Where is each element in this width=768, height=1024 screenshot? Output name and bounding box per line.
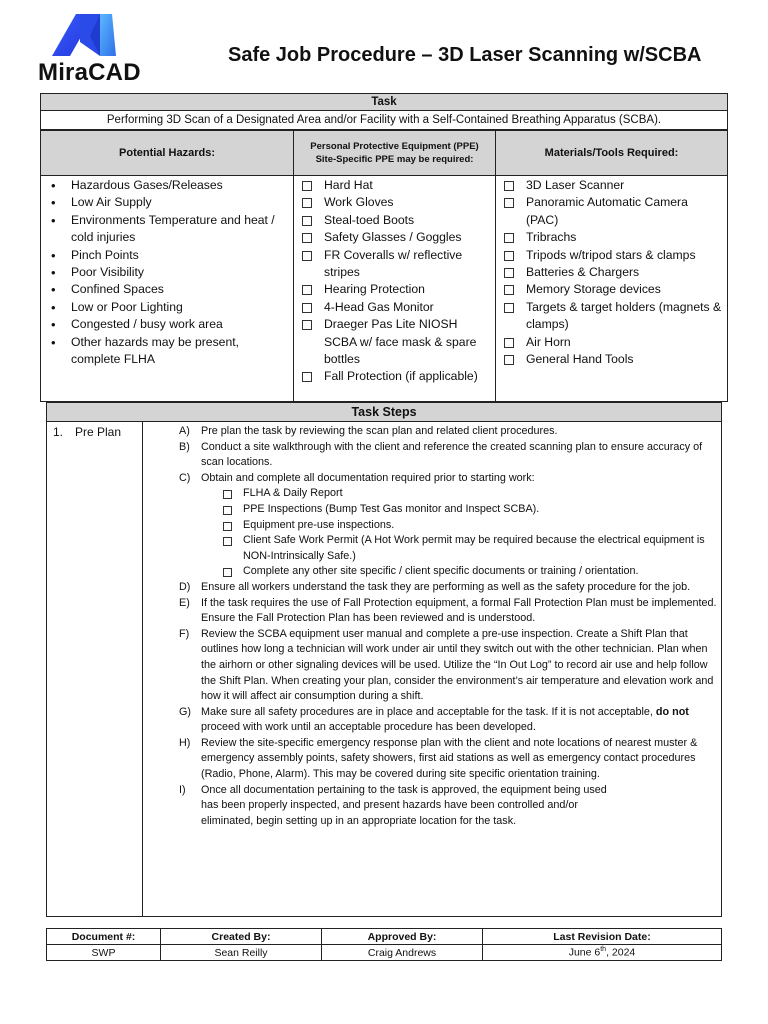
ppe-item: FR Coveralls w/ reflective stripes bbox=[300, 247, 491, 282]
hazard-item: • Congested / busy work area bbox=[47, 316, 289, 333]
checkbox-icon[interactable] bbox=[223, 568, 232, 577]
checkbox-icon[interactable] bbox=[504, 285, 514, 295]
checkbox-icon[interactable] bbox=[223, 490, 232, 499]
checkbox-icon[interactable] bbox=[504, 251, 514, 261]
task-steps-heading: Task Steps bbox=[46, 402, 722, 422]
step-item: G) Make sure all safety procedures are in place and acceptable for the task. If it is not acceptable, do not proceed with work until an acceptable procedure has been developed. bbox=[179, 705, 689, 734]
documentation-item: Client Safe Work Permit (A Hot Work permit may be required because the electrical equipment is NON-Intrinsically Safe.) bbox=[221, 533, 717, 564]
hazard-item: • Hazardous Gases/Releases bbox=[47, 177, 289, 194]
material-item: Batteries & Chargers bbox=[502, 264, 723, 281]
material-item: Tribrachs bbox=[502, 229, 723, 246]
hazard-item: • Low Air Supply bbox=[47, 194, 289, 211]
doc-number-label: Document #: bbox=[47, 929, 161, 945]
materials-list bbox=[502, 177, 723, 368]
logo-wordmark: MiraCAD bbox=[38, 59, 141, 86]
materials-heading: Materials/Tools Required: bbox=[495, 130, 728, 176]
ppe-item: Draeger Pas Lite NIOSH SCBA w/ face mask & spare bottles bbox=[300, 316, 491, 368]
hazard-item: • Environments Temperature and heat / cold injuries bbox=[47, 212, 289, 247]
checkbox-icon[interactable] bbox=[302, 285, 312, 295]
phase-number: 1. bbox=[53, 425, 64, 439]
documentation-item: FLHA & Daily Report bbox=[221, 486, 717, 502]
hazard-item: • Low or Poor Lighting bbox=[47, 299, 289, 316]
doc-number-value: SWP bbox=[47, 945, 161, 961]
checkbox-icon[interactable] bbox=[223, 506, 232, 515]
step-item: D) Ensure all workers understand the task they are performing as well as the safety procedure for the job. bbox=[179, 580, 691, 593]
hazard-item: • Other hazards may be present, complete FLHA bbox=[47, 334, 289, 369]
checkbox-icon[interactable] bbox=[302, 251, 312, 261]
ppe-item: Steal-toed Boots bbox=[300, 212, 491, 229]
ppe-list bbox=[300, 177, 491, 386]
checkbox-icon[interactable] bbox=[504, 181, 514, 191]
ppe-item: Fall Protection (if applicable) bbox=[300, 368, 491, 385]
material-item: Air Horn bbox=[502, 334, 723, 351]
approved-by-label: Approved By: bbox=[322, 929, 483, 945]
ppe-item: 4-Head Gas Monitor bbox=[300, 299, 491, 316]
checkbox-icon[interactable] bbox=[504, 338, 514, 348]
step-item: C) Obtain and complete all documentation required prior to starting work: bbox=[179, 471, 535, 484]
material-item: 3D Laser Scanner bbox=[502, 177, 723, 194]
checkbox-icon[interactable] bbox=[223, 537, 232, 546]
ppe-item: Hard Hat bbox=[300, 177, 491, 194]
do-not-emphasis: do not bbox=[655, 705, 689, 718]
step-item: E) If the task requires the use of Fall Protection equipment, a formal Fall Protection Plan must be implemented. Ensure the Fall Protection Plan has been reviewed and is understood. bbox=[179, 596, 717, 625]
task-description: Performing 3D Scan of a Designated Area and/or Facility with a Self-Contained Breathing Apparatus (SCBA). bbox=[40, 110, 728, 130]
ppe-item: Hearing Protection bbox=[300, 281, 491, 298]
ppe-item: Safety Glasses / Goggles bbox=[300, 229, 491, 246]
miracad-logo-mark-icon bbox=[50, 12, 130, 58]
documentation-item: PPE Inspections (Bump Test Gas monitor and Inspect SCBA). bbox=[221, 502, 717, 518]
ppe-column bbox=[293, 175, 496, 402]
checkbox-icon[interactable] bbox=[504, 233, 514, 243]
checkbox-icon[interactable] bbox=[504, 268, 514, 278]
checkbox-icon[interactable] bbox=[302, 372, 312, 382]
checkbox-icon[interactable] bbox=[302, 303, 312, 313]
step-list bbox=[179, 424, 717, 486]
material-item: Tripods w/tripod stars & clamps bbox=[502, 247, 723, 264]
checkbox-icon[interactable] bbox=[302, 216, 312, 226]
ppe-item: Work Gloves bbox=[300, 194, 491, 211]
step-item: B) Conduct a site walkthrough with the client and reference the created scanning plan to ensure accuracy of scan locations. bbox=[179, 440, 703, 469]
phase-name: Pre Plan bbox=[75, 425, 122, 439]
checkbox-icon[interactable] bbox=[504, 355, 514, 365]
revision-date-label: Last Revision Date: bbox=[483, 929, 722, 945]
created-by-label: Created By: bbox=[161, 929, 322, 945]
materials-column bbox=[495, 175, 728, 402]
checkbox-icon[interactable] bbox=[504, 303, 514, 313]
ppe-heading: Personal Protective Equipment (PPE) Site-Specific PPE may be required: bbox=[293, 130, 496, 176]
revision-date-value: June 6th, 2024 bbox=[483, 945, 722, 961]
task-heading: Task bbox=[40, 93, 728, 111]
step-phase-cell bbox=[46, 421, 143, 917]
step-item: A) Pre plan the task by reviewing the scan plan and related client procedures. bbox=[179, 425, 558, 437]
checkbox-icon[interactable] bbox=[302, 198, 312, 208]
hazard-item: • Pinch Points bbox=[47, 247, 289, 264]
hazards-list bbox=[47, 177, 289, 368]
document-title: Safe Job Procedure – 3D Laser Scanning w/SCBA bbox=[228, 44, 702, 66]
material-item: Panoramic Automatic Camera (PAC) bbox=[502, 194, 723, 229]
checkbox-icon[interactable] bbox=[504, 198, 514, 208]
documentation-item: Equipment pre-use inspections. bbox=[221, 518, 717, 534]
step-list-continued bbox=[179, 580, 717, 830]
hazard-item: • Poor Visibility bbox=[47, 264, 289, 281]
document-info-table bbox=[46, 928, 722, 961]
hazards-heading: Potential Hazards: bbox=[40, 130, 294, 176]
checkbox-icon[interactable] bbox=[302, 181, 312, 191]
material-item: Memory Storage devices bbox=[502, 281, 723, 298]
hazards-column bbox=[40, 175, 294, 402]
step-item: H) Review the site-specific emergency response plan with the client and note locations of nearest muster & emergency assembly points, safety showers, first aid stations as well as emergency contact procedures (Radio, Phone, Alarm). This may be covered during site specific orientation training. bbox=[179, 736, 698, 781]
checkbox-icon[interactable] bbox=[223, 522, 232, 531]
approved-by-value: Craig Andrews bbox=[322, 945, 483, 961]
checkbox-icon[interactable] bbox=[302, 320, 312, 330]
miracad-logo bbox=[38, 12, 141, 86]
checkbox-icon[interactable] bbox=[302, 233, 312, 243]
documentation-list bbox=[179, 486, 717, 580]
hazard-item: • Confined Spaces bbox=[47, 281, 289, 298]
step-item: I) Once all documentation pertaining to the task is approved, the equipment being used has been properly inspected, and present hazards have been controlled and/or eliminated, begin setting up in an appropriate location for the task. bbox=[179, 783, 607, 827]
material-item: General Hand Tools bbox=[502, 351, 723, 368]
created-by-value: Sean Reilly bbox=[161, 945, 322, 961]
step-item: F) Review the SCBA equipment user manual and complete a pre-use inspection. Create a Shift Plan that outlines how long a technician will work under air until they switch out with the other technician. Plan when the airhorn or other signaling devices will be used. Utilize the “In Out Log” to record air use and help follow the Shift Plan. When creating your plan, consider the environment’s air temperature and elevation work and how it will affect air consumption during a shift. bbox=[179, 627, 714, 703]
step-details-cell bbox=[142, 421, 722, 917]
documentation-item: Complete any other site specific / client specific documents or training / orientation. bbox=[221, 564, 717, 580]
material-item: Targets & target holders (magnets & clamps) bbox=[502, 299, 723, 334]
